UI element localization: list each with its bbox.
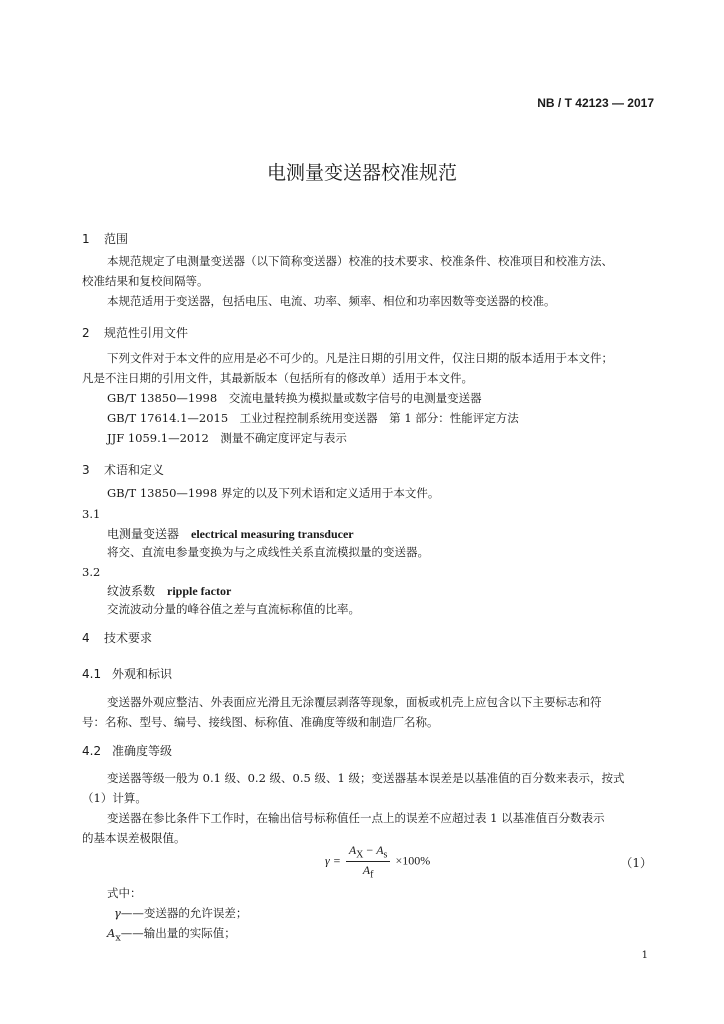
section-heading-4 [82, 629, 152, 646]
section-title: 技术要求 [104, 631, 153, 645]
where-text: ——变送器的允许误差； [120, 906, 248, 920]
formula-fraction [346, 843, 391, 881]
subsection-title: 准确度等级 [112, 744, 173, 758]
paragraph-line: 下列文件对于本文件的应用是必不可少的。凡是注日期的引用文件，仅注日期的版本适用于本文件； [107, 351, 613, 365]
reference-item: GB/T 13850—1998 交流电量转换为模拟量或数字信号的电测量变送器 [107, 391, 482, 405]
formula-numerator [346, 843, 391, 862]
term-chinese: 电测量变送器 [107, 527, 180, 541]
standard-number: NB / T 42123 — 2017 [537, 96, 654, 110]
paragraph-line: 校准结果和复校间隔等。 [82, 274, 209, 288]
paragraph-line: 本规范适用于变送器，包括电压、电流、功率、频率、相位和功率因数等变送器的校准。 [107, 294, 556, 308]
subsection-number: 4.2 [82, 744, 102, 758]
where-symbol: γ [114, 906, 121, 920]
paragraph-line: 号：名称、型号、编号、接线图、标称值、准确度等级和制造厂名称。 [82, 715, 439, 729]
section-heading-3 [82, 461, 164, 478]
section-title: 范围 [104, 232, 129, 246]
term-english: ripple factor [167, 584, 232, 598]
paragraph-line: 凡是不注日期的引用文件，其最新版本（包括所有的修改单）适用于本文件。 [82, 371, 473, 385]
subsection-heading-4-2 [82, 742, 172, 759]
term-number: 3.2 [82, 565, 101, 579]
formula-symbol: A [348, 843, 357, 857]
where-subscript: x [115, 932, 121, 944]
paragraph-line: 变送器在参比条件下工作时，在输出信号标称值任一点上的误差不应超过表 1 以基准值百分数表示 [107, 811, 605, 825]
term-definition: 交流波动分量的峰谷值之差与直流标称值的比率。 [107, 602, 360, 616]
reference-item: GB/T 17614.1—2015 工业过程控制系统用变送器 第 1 部分：性能评定方法 [107, 411, 519, 425]
paragraph-line: （1）计算。 [82, 791, 147, 805]
section-title: 规范性引用文件 [104, 326, 189, 340]
term-definition: 将交、直流电参量变换为与之成线性关系直流模拟量的变送器。 [107, 545, 429, 559]
section-number: 4 [82, 631, 90, 645]
formula-subscript: s [383, 849, 388, 861]
where-item [107, 924, 236, 947]
error-formula [325, 843, 430, 881]
where-label: 式中： [107, 886, 142, 900]
page-number: 1 [641, 950, 648, 961]
paragraph-line: 本规范规定了电测量变送器（以下简称变送器）校准的技术要求、校准条件、校准项目和校准方法、 [107, 254, 613, 268]
term-english: electrical measuring transducer [191, 527, 354, 541]
where-symbol: A [107, 926, 116, 940]
formula-rhs: ×100% [395, 853, 431, 868]
section-number: 1 [82, 232, 90, 246]
formula-lhs: γ = [325, 853, 341, 868]
term-chinese: 纹波系数 [107, 584, 156, 598]
term-entry [107, 525, 354, 542]
term-entry [107, 582, 231, 599]
section-number: 3 [82, 463, 90, 477]
formula-subscript: X [356, 849, 364, 861]
section-number: 2 [82, 326, 90, 340]
formula-symbol: A [376, 843, 384, 857]
formula-subscript: f [370, 869, 374, 881]
paragraph-line: GB/T 13850—1998 界定的以及下列术语和定义适用于本文件。 [107, 486, 440, 500]
formula-denominator [346, 862, 391, 880]
section-heading-1 [82, 230, 128, 247]
formula-symbol: A [362, 863, 371, 878]
where-item [114, 904, 247, 923]
section-heading-2 [82, 324, 188, 341]
subsection-title: 外观和标识 [112, 667, 173, 681]
paragraph-line: 的基本误差极限值。 [82, 831, 186, 845]
term-number: 3.1 [82, 507, 101, 521]
formula-label: （1） [620, 856, 652, 870]
paragraph-line: 变送器等级一般为 0.1 级、0.2 级、0.5 级、1 级；变送器基本误差是以基准值的百分数来表示，按式 [107, 771, 625, 785]
subsection-heading-4-1 [82, 665, 172, 682]
paragraph-line: 变送器外观应整洁、外表面应光滑且无涂覆层剥落等现象，面板或机壳上应包含以下主要标志和符 [107, 695, 602, 709]
document-title: 电测量变送器校准规范 [266, 162, 457, 184]
subsection-number: 4.1 [82, 667, 102, 681]
section-title: 术语和定义 [104, 463, 165, 477]
where-text: ——输出量的实际值； [120, 926, 236, 940]
formula-operator: − [363, 843, 377, 857]
reference-item: JJF 1059.1—2012 测量不确定度评定与表示 [107, 431, 347, 445]
